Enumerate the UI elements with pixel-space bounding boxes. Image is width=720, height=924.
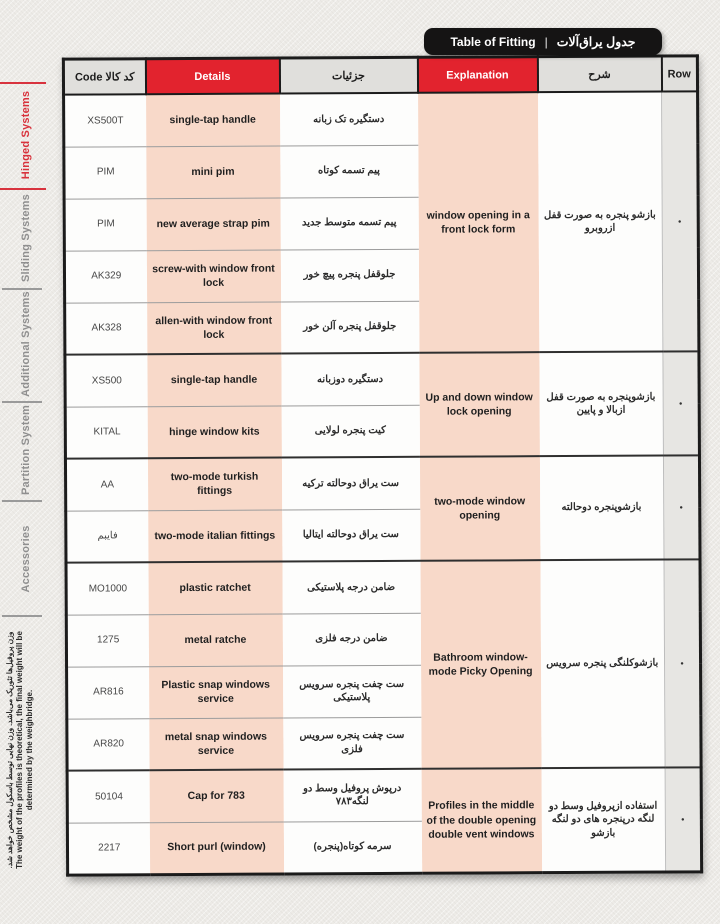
tab-rule-3 xyxy=(2,500,42,502)
cell-code: AA xyxy=(65,458,147,510)
cell-explanation-en: Profiles in the middle of the double opening double vent windows xyxy=(421,768,542,873)
weight-footnote-en: The weight of the profiles is theoretical, the final weight will be determined by the weighbridge. xyxy=(15,631,34,869)
cell-details-fa: ست چفت پنجره سرویس فلزی xyxy=(283,717,421,770)
cell-details-fa: دستگیره دوزبانه xyxy=(281,353,419,406)
cell-details-fa: ضامن درجه پلاستیکی xyxy=(282,561,420,614)
cell-details-en: two-mode italian fittings xyxy=(148,510,282,563)
cell-row-marker: • xyxy=(663,351,700,455)
cell-details-fa: سرمه کوتاه(پنجره) xyxy=(283,821,421,874)
sidebar-tab-partition-system[interactable]: Partition System xyxy=(20,405,32,496)
weight-footnote-fa: وزن پروفیل‌ها تئوریک می‌باشد. وزن نهایی توسط باسکول مشخص خواهد شد. xyxy=(5,631,14,869)
cell-code: AR820 xyxy=(67,718,149,770)
cell-details-fa: دستگیره تک زبانه xyxy=(280,93,418,146)
cell-explanation-en: Bathroom window- mode Picky Opening xyxy=(420,560,541,769)
cell-details-fa: جلوقفل پنجره پیچ خور xyxy=(280,249,418,302)
cell-details-en: Plastic snap windows service xyxy=(149,666,283,719)
cell-explanation-fa: استفاده ازپروفیل وسط دو لنگه درپنجره های دو لنگه بازشو xyxy=(541,768,666,873)
cell-row-marker: • xyxy=(662,91,699,351)
cell-details-fa: ست یراق دوحالته ایتالیا xyxy=(282,509,420,562)
table-of-fitting-badge xyxy=(424,28,662,55)
cell-code: 50104 xyxy=(67,770,149,822)
cell-details-en: single-tap handle xyxy=(147,354,281,407)
cell-code: XS500T xyxy=(64,94,146,146)
fittings-table-wrap xyxy=(62,54,700,876)
sidebar-tab-accessories[interactable]: Accessories xyxy=(20,525,32,593)
cell-code: فایبم xyxy=(66,510,148,562)
cell-details-en: metal snap windows service xyxy=(149,718,283,771)
cell-row-marker: • xyxy=(663,455,700,559)
table-row xyxy=(67,767,701,822)
cell-details-fa: ست یراق دوحالته ترکیه xyxy=(281,457,419,510)
cell-details-en: hinge window kits xyxy=(147,406,281,459)
sidebar-tab-hinged-systems[interactable]: Hinged Systems xyxy=(20,90,32,180)
cell-details-en: single-tap handle xyxy=(146,94,280,147)
cell-details-fa: ست چفت پنجره سرویس پلاستیکی xyxy=(283,665,421,718)
table-row xyxy=(66,559,700,614)
cell-code: AK329 xyxy=(64,250,146,302)
col-header-code: کد کالا Code xyxy=(63,59,145,95)
cell-code: 2217 xyxy=(67,822,149,874)
cell-details-en: allen-with window front lock xyxy=(147,302,281,355)
cell-details-en: Cap for 783 xyxy=(149,770,283,823)
cell-details-fa: جلوقفل پنجره آلن خور xyxy=(281,301,419,354)
cell-explanation-en: Up and down window lock opening xyxy=(419,352,540,457)
badge-title-en: Table of Fitting xyxy=(450,34,536,49)
table-row xyxy=(65,351,699,406)
table-row xyxy=(65,455,699,510)
cell-explanation-en: two-mode window opening xyxy=(419,456,540,561)
col-header-row: Row xyxy=(661,56,697,92)
cell-code: PIM xyxy=(64,146,146,198)
cell-row-marker: • xyxy=(664,559,701,767)
cell-details-fa: پیم تسمه متوسط جدید xyxy=(280,197,418,250)
cell-code: PIM xyxy=(64,198,146,250)
sidebar-tab-additional-systems[interactable]: Additional Systems xyxy=(20,291,32,397)
badge-title-fa: جدول یراق‌آلات xyxy=(556,35,636,49)
col-header-details-fa: جزئیات xyxy=(279,57,417,93)
cell-details-en: metal ratche xyxy=(148,614,282,667)
cell-details-fa: ضامن درجه فلزی xyxy=(282,613,420,666)
fittings-table xyxy=(62,54,703,876)
cell-explanation-en: window opening in a front lock form xyxy=(418,92,539,353)
cell-code: KITAL xyxy=(65,406,147,458)
weight-footnote xyxy=(5,616,49,884)
col-header-explanation-en: Explanation xyxy=(417,57,537,93)
cell-details-en: new average strap pim xyxy=(146,198,280,251)
cell-code: AK328 xyxy=(65,302,147,354)
cell-explanation-fa: بازشوکلنگی پنجره سرویس xyxy=(540,560,665,769)
cell-details-en: plastic ratchet xyxy=(148,562,282,615)
cell-explanation-fa: بازشوپنجره دوحالته xyxy=(539,456,664,561)
cell-code: MO1000 xyxy=(66,562,148,614)
cell-details-fa: درپوش پروفیل وسط دو لنگه۷۸۳ xyxy=(283,769,421,822)
col-header-details-en: Details xyxy=(145,58,279,94)
col-header-explanation-fa: شرح xyxy=(537,56,661,92)
cell-explanation-fa: بازشوپنجره به صورت قفل ازبالا و پایین xyxy=(539,352,664,457)
cell-code: AR816 xyxy=(67,666,149,718)
badge-separator: | xyxy=(544,34,548,49)
table-row xyxy=(64,91,698,146)
header-row xyxy=(63,56,697,95)
cell-details-en: Short purl (window) xyxy=(149,822,283,875)
cell-details-en: screw-with window front lock xyxy=(146,250,280,303)
cell-details-en: two-mode turkish fittings xyxy=(147,458,281,511)
cell-details-fa: کیت پنجره لولایی xyxy=(281,405,419,458)
cell-code: XS500 xyxy=(65,354,147,406)
sidebar-tab-sliding-systems[interactable]: Sliding Systems xyxy=(20,194,32,282)
cell-row-marker: • xyxy=(665,767,702,871)
cell-details-en: mini pim xyxy=(146,146,280,199)
cell-details-fa: پیم تسمه کوتاه xyxy=(280,145,418,198)
cell-code: 1275 xyxy=(66,614,148,666)
cell-explanation-fa: بازشو پنجره به صورت قفل ازروبرو xyxy=(538,92,663,353)
